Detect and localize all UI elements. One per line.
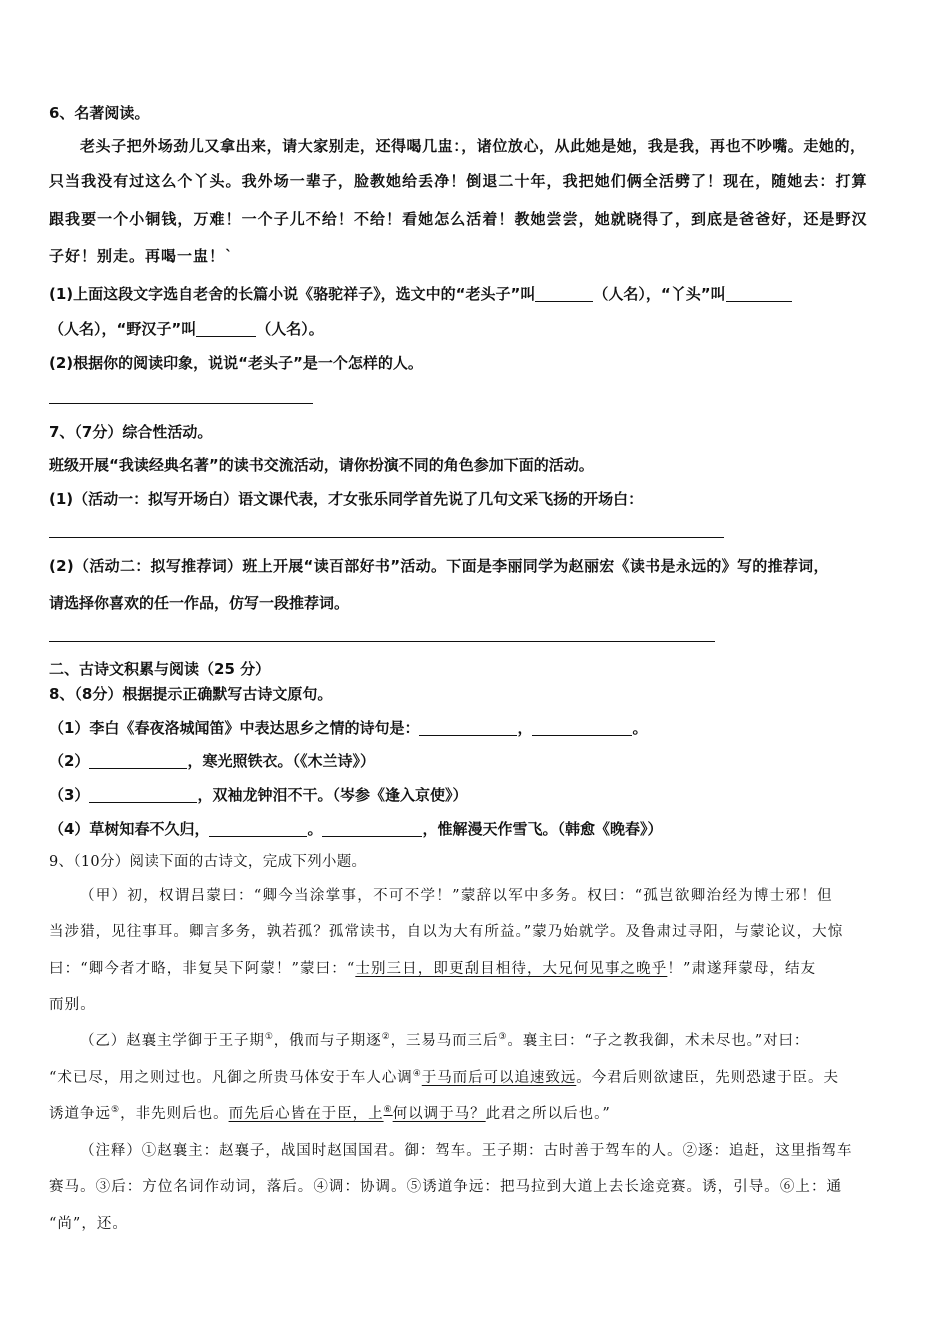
q8-item-1-period: 。 [632,719,648,737]
q8-item-3 [49,785,467,805]
q9-yi-line-1-c: ，三易马而三后 [390,1033,499,1049]
answer-line-q7-part1[interactable] [49,537,724,538]
q9-yi-line-3-c: 此君之所以后也。” [485,1106,611,1122]
note-mark-1: ① [264,1032,274,1042]
section-2-title: 二、古诗文积累与阅读（25 分） [49,660,271,678]
answer-blank-q8-4a[interactable] [209,820,307,837]
q9-note-line-3: “尚”，还。 [49,1216,128,1232]
q6-header: 6、名著阅读。 [49,104,150,122]
q9-note-line-2: 赛马。③后：方位名词作动词，落后。④调：协调。⑤诱道争远：把马拉到大道上去长途竞赛。诱，引导。⑥上：通 [49,1179,843,1195]
q9-jia-line-3-a: 曰：“卿今者才略，非复吴下阿蒙！”蒙曰：“ [49,961,356,977]
q9-yi-line-1 [80,1031,809,1051]
q9-yi-underlined-2a: 而先后心皆在于臣，上 [228,1106,384,1122]
q9-jia-line-2: 当涉猎，见往事耳。卿言多务，孰若孤？孤常读书，自以为大有所益。”蒙乃始就学。及鲁肃过寻阳，与蒙论议，大惊 [49,924,844,940]
answer-blank-q8-3[interactable] [89,786,197,803]
answer-line-q6[interactable] [49,403,313,404]
q9-yi-underlined-1: 于马而后可以追速致远 [421,1070,577,1086]
q6-part1-text-b: （人名），“丫头”叫 [593,285,726,303]
q9-jia-line-3 [49,959,816,979]
q9-jia-line-3-b: ！”肃遂拜蒙母，结友 [667,961,817,977]
q9-yi-line-3 [49,1104,611,1124]
q6-passage-line-3: 跟我要一个小铜钱，万难！一个子儿不给！不给！看她怎么活着！教她尝尝，她就晓得了，到底是爸爸好，还是野汉 [49,210,868,228]
q6-part1-text-a: (1)上面这段文字选自老舍的长篇小说《骆驼祥子》，选文中的“老头子”叫 [49,285,536,303]
q9-yi-line-2-a: “术已尽，用之则过也。凡御之所贵马体安于车人心调 [49,1070,413,1086]
q9-jia-line-1: （甲）初，权谓吕蒙曰：“卿今当涂掌事，不可不学！”蒙辞以军中多务。权曰：“孤岂欲卿治经为博士邪！但 [80,888,833,904]
q6-part1-text-c: （人名），“野汉子”叫 [49,320,197,338]
note-mark-6: ⑥ [383,1105,393,1115]
q6-passage-line-2: 只当我没有过这么个丫头。我外场一辈子，脸教她给丢净！倒退二十年，我把她们俩全活劈了！现在，随她去：打算 [49,172,868,190]
q9-yi-line-1-d: 。襄主曰：“子之教我御，术未尽也。”对曰： [507,1033,810,1049]
q6-part1-text-d: （人名）。 [256,320,324,338]
q6-part2: (2)根据你的阅读印象，说说“老头子”是一个怎样的人。 [49,354,423,372]
q8-item-4-period: 。 [307,820,323,838]
q9-yi-line-1-b: ，俄而与子期逐 [273,1033,382,1049]
note-mark-5: ⑤ [111,1105,121,1115]
answer-blank-q8-2[interactable] [89,752,187,769]
q9-jia-line-4: 而别。 [49,997,96,1013]
q9-yi-line-2-b: 。今君后则欲逮臣，先则恐逮于臣。夫 [576,1070,839,1086]
q8-item-1-comma: ， [517,719,533,737]
note-mark-3: ③ [498,1032,508,1042]
answer-blank-yehanzi[interactable] [196,320,256,337]
q9-yi-line-1-a: （乙）赵襄主学御于王子期 [80,1033,265,1049]
q8-item-3-num: （3） [49,786,90,804]
note-mark-2: ② [381,1032,391,1042]
q7-header: 7、（7分）综合性活动。 [49,423,213,441]
q8-item-2-num: （2） [49,752,90,770]
q7-part2-line1: (2)（活动二：拟写推荐词）班上开展“读百部好书”活动。下面是李丽同学为赵丽宏《读书是永远的》写的推荐词， [49,557,829,575]
q8-item-1 [49,718,647,738]
q6-passage-line-1: 老头子把外场劲儿又拿出来，请大家别走，还得喝几盅：，诸位放心，从此她是她，我是我，再也不吵嘴。走她的， [80,137,866,155]
q9-note-line-1: （注释）①赵襄主：赵襄子，战国时赵国国君。御：驾车。王子期：古时善于驾车的人。②逐：追赶，这里指驾车 [80,1143,853,1159]
q9-yi-underlined-2b: 何以调于马？ [392,1106,486,1122]
q9-yi-line-2 [49,1068,839,1088]
q6-part1-line2 [49,319,324,339]
answer-blank-yatou[interactable] [726,285,792,302]
q7-part1: (1)（活动一：拟写开场白）语文课代表，才女张乐同学首先说了几句文采飞扬的开场白： [49,490,644,508]
q6-part1-line1 [49,284,792,304]
q8-item-4-text: ，惟解漫天作雪飞。（韩愈《晚春》） [422,820,663,838]
q8-item-4-prompt: （4）草树知春不久归， [49,820,210,838]
q8-header: 8、（8分）根据提示正确默写古诗文原句。 [49,685,333,703]
answer-blank-q8-4b[interactable] [322,820,422,837]
q9-yi-line-3-b: ，非先则后也。 [120,1106,229,1122]
q9-jia-underlined-sentence: 士别三日，即更刮目相待，大兄何见事之晚乎 [355,961,668,977]
answer-blank-laotouzi[interactable] [535,285,593,302]
q8-item-3-text: ，双袖龙钟泪不干。（岑参《逢入京使》） [197,786,468,804]
q9-yi-line-3-a: 诱道争远 [49,1106,111,1122]
answer-line-q7-part2[interactable] [49,641,715,642]
q8-item-4 [49,819,662,839]
note-mark-4: ④ [412,1069,422,1079]
q9-header: 9、（10分）阅读下面的古诗文，完成下列小题。 [49,854,367,870]
answer-blank-q8-1a[interactable] [419,719,517,736]
q7-part2-line2: 请选择你喜欢的任一作品，仿写一段推荐词。 [49,594,350,612]
q8-item-2-text: ，寒光照铁衣。（《木兰诗》） [187,752,375,770]
q8-item-1-prompt: （1）李白《春夜洛城闻笛》中表达思乡之情的诗句是： [49,719,420,737]
q6-passage-line-4: 子好！别走。再喝一盅！` [49,247,234,265]
q8-item-2 [49,751,375,771]
answer-blank-q8-1b[interactable] [532,719,632,736]
q7-intro: 班级开展“我读经典名著”的读书交流活动，请你扮演不同的角色参加下面的活动。 [49,456,594,474]
